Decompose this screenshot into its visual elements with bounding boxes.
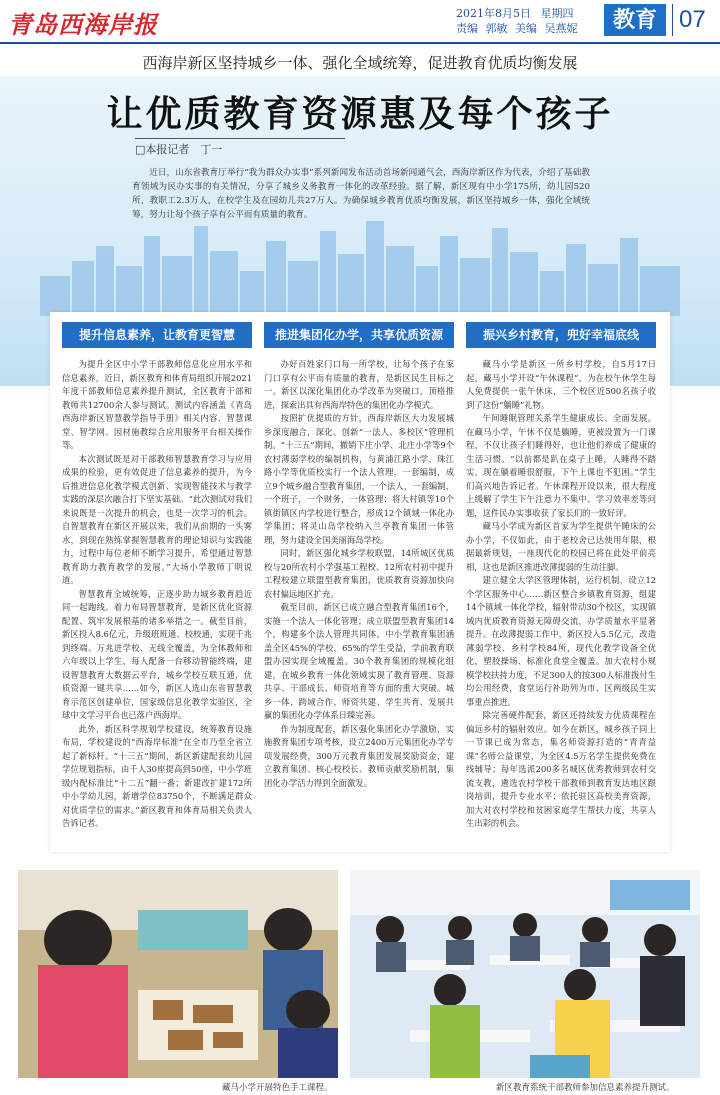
designer-name: 吴燕妮 — [544, 22, 578, 35]
paragraph: 午间睡眠管理关系学生健康成长、全面发展。在藏马小学，午休不仅是躺睡，更被设置为一门课程，不仅让孩子们睡得好，也让他们养成了健康的生活习惯。“以前都是趴在桌子上睡，人睡得不踏实，现在躺着睡很舒服，下午上课也不犯困。”学生们高兴地告诉记者。午休课程开设以来，很大程度上缓解了学生下午注意力不集中、学习效率差等问题，这件民办实事收获了家长们的一致好评。 — [466, 413, 656, 518]
column-heading: 推进集团化办学，共享优质资源 — [264, 322, 454, 348]
paragraph: 同时，新区强化城乡学校联盟，14所城区优质校与20所农村小学强基工程校、12所农村初中提升工程校建立联盟型教育集团，优质教育资源加快向农村偏远地区扩充。 — [264, 548, 454, 599]
section-tag: 教育 — [604, 4, 666, 36]
teacher-test-photo — [350, 870, 700, 1078]
issue-weekday: 星期四 — [540, 7, 574, 20]
page-number: 07 — [672, 4, 706, 36]
paragraph: 除完善硬件配套，新区还持续发力优质课程在偏远乡村的辐射效应。如今在新区，城乡孩子同上一节课已成为常态，集名师资源打造的“青青益课”名师公益课堂，为全区4.5万名学生提供免费在线辅导；每年选派200多名城区优秀教师到农村交流支教，遴选农村学校干部教师到教育发达地区跟岗培训，提升专业水平；依托驻区高校美育资源，加大对农村学校和贫困家庭学生帮扶力度，共享人生出彩的机会。 — [466, 710, 656, 828]
paragraph: 为提升全区中小学干部教师信息化应用水平和信息素养，近日，新区教育和体育局组织开展2021年度干部教师信息素养提升测试，全区教育干部和教师共12700余人参与测试。测试内容涵盖《青岛西海岸新区智慧教学指导手册》相关内容、智慧课堂、智学网、因材施教综合应用服务平台相关操作等。 — [62, 359, 252, 450]
paragraph: 办好百姓家门口每一所学校，让每个孩子在家门口享有公平而有质量的教育，是新区民生目标之一。新区以深化集团化办学改革为突破口，顶格推进，探索出具有西海岸特色的集团化办学模式。 — [264, 359, 454, 410]
issue-meta — [456, 6, 582, 36]
designer-label: 美编 — [515, 22, 537, 35]
article-column — [62, 322, 252, 831]
city-skyline-illustration — [40, 216, 680, 316]
paragraph: 藏马小学是新区一所乡村学校，自5月17日起，藏马小学开设“午休课程”，为在校午休学生每人免费提供一张午休床，三个校区近500名孩子收到了这份“躺睡”礼物。 — [466, 359, 656, 410]
column-heading: 振兴乡村教育，兜好幸福底线 — [466, 322, 656, 348]
editor-label: 责编 — [456, 22, 478, 35]
paragraph: 本次测试既是对干部教师智慧教育学习与应用成果的检验，更有效促进了信息素养的提升，为今后推进信息化教学模式创新、实现智能技术与教学实践的深层次融合打下坚实基础。“此次测试对我们来说既是一次提升的机会，也是一次学习的机会。自智慧教育在新区开展以来，我们从前期的一头雾水，到现在熟练掌握智慧教育的理论知识与实践能力，过程中每位老师不断学习提升，希望通过智慧教育助力教育教学的发展。”大场小学教师丁明说道。 — [62, 453, 252, 585]
paragraph: 按照扩优提质的方针，西海岸新区大力发展城乡深度融合，深化、创新“一法人、多校区”管理机制。“十三五”期间，撤销下庄小学、北庄小学等9个农村薄弱学校的编制机构，与黄浦江路小学、珠江路小学等优质校实行一个法人管理，一套编制，成立9个城乡融合型教育集团，一个法人，一套编制，一个班子，一个财务，一体管理；将大村镇等10个镇街镇区内学校进行整合，形成12个镇域一体化办学集团；将灵山岛学校纳入兰亭教育集团一体管理，努力建设全国美丽海岛学校。 — [264, 413, 454, 545]
issue-date: 2021年8月5日 — [456, 7, 531, 20]
lead-paragraph: 近日，山东省教育厅举行“我为群众办实事”系列新闻发布活动首场新闻通气会，西海岸新区作为代表，介绍了基础教育领域为民办实事的有关情况，分享了城乡义务教育一体化的改革经验。据了解，新区现有中小学175所，幼儿园520所，教职工2.3万人，在校学生及在园幼儿共27万人。为确保城乡教育优质均衡发展，新区坚持城乡一体，强化全域统筹，努力让每个孩子享有公平而有质量的教育。 — [132, 168, 590, 220]
headline: 让优质教育资源惠及每个孩子 — [106, 93, 614, 135]
photo-caption: 藏马小学开展特色手工课程。 — [222, 1083, 333, 1093]
paragraph: 智慧教育全域统筹，正逐步助力城乡教育趋近同一起跑线。着力布局智慧教育，是新区优化资源配置、筑牢发展根基的诸多举措之一。截至目前，新区投入8.6亿元，升级班班通、校校通，实现千兆到终端、万兆进学校、无线全覆盖，为全体教师和六年级以上学生，每人配备一台移动智能终端，建设智慧教育大数据云平台，城乡学校互联互通，优质资源一键共享……如今，新区人选山东省智慧教育示范区创建单位，国家级信息化教学实验区，全球中文学习平台也已落户西海岸。 — [62, 588, 252, 720]
kicker: 西海岸新区坚持城乡一体、强化全域统筹，促进教育优质均衡发展 — [142, 54, 578, 72]
byline: □本报记者 丁一 — [135, 138, 345, 157]
handicraft-class-photo — [18, 870, 338, 1078]
page-header — [0, 0, 720, 44]
paragraph: 藏马小学成为新区首家为学生提供午睡床的公办小学，不仅如此，由于老校舍已达使用年限，根据最新规划，一座现代化的校园已将在此处平前亮相，这也是新区推进改薄提弱的生动注脚。 — [466, 521, 656, 572]
paragraph: 作为制度配套，新区强化集团化办学激励，实施教育集团专项考核，设立2400万元集团化办学专项发展经费，300万元教育集团发展奖励资金，建立教育集团、核心校校长、教师贡献奖励机制，集团化办学活力得到全面激发。 — [264, 723, 454, 788]
article-column — [264, 322, 454, 790]
paragraph: 此外，新区科学规划学校建设，统筹教育设施布局，学校建设的“西海岸标准”在全市乃至全省立起了新标杆。“十三五”期间，新区新建配套幼儿园学位规划指标，由千人30座提高到50座，中小学班级内配标准比“十二五”翻一番；新建改扩建172所中小学幼儿园，新增学位83750个，不断满足群众对优质学位的需求。”新区教育和体育局相关负责人告诉记者。 — [62, 723, 252, 828]
paragraph: 截至目前，新区已成立融合型教育集团16个，实施一个法人一体化管理；成立联盟型教育集团14个，构建多个法人管理共同体。中小学教育集团涵盖全区45%的学校，65%的学生受益，学前教育联盟办园实现全域覆盖。30个教育集团的规模化组建，在城乡教育一体化领域实现了教育管理、资源共享、干部成长、师资培育等方面的重大突破。城乡一体、跨域合作、师资共建、学生共育、发展共赢的集团化办学体系日臻完善。 — [264, 602, 454, 720]
newspaper-logo: 青岛西海岸报 — [8, 10, 158, 39]
paragraph: 建立健全大学区管理体制，运行机制，设立12个学区服务中心……新区整合乡镇教育资源，组建14个镇域一体化学校，辐射带动30个校区，实现镇域内优质教育资源无障碍交流，办学质量水平显著提升。在改薄提弱工作中，新区投入5.5亿元，改造薄弱学校、乡村学校84所，现代化教学设备全优化，塑胶操场、标准化食堂全覆盖。加大农村小规模学校扶持力度，不足300人的按300人标准拨付生均公用经费，食堂运行补助列为市、区两级民生实事重点推进。 — [466, 575, 656, 707]
editor-name: 郭敏 — [485, 22, 508, 35]
column-heading: 提升信息素养，让教育更智慧 — [62, 322, 252, 348]
photo-caption: 新区教育系统干部教师参加信息素养提升测试。 — [496, 1083, 675, 1093]
article-column — [466, 322, 656, 831]
